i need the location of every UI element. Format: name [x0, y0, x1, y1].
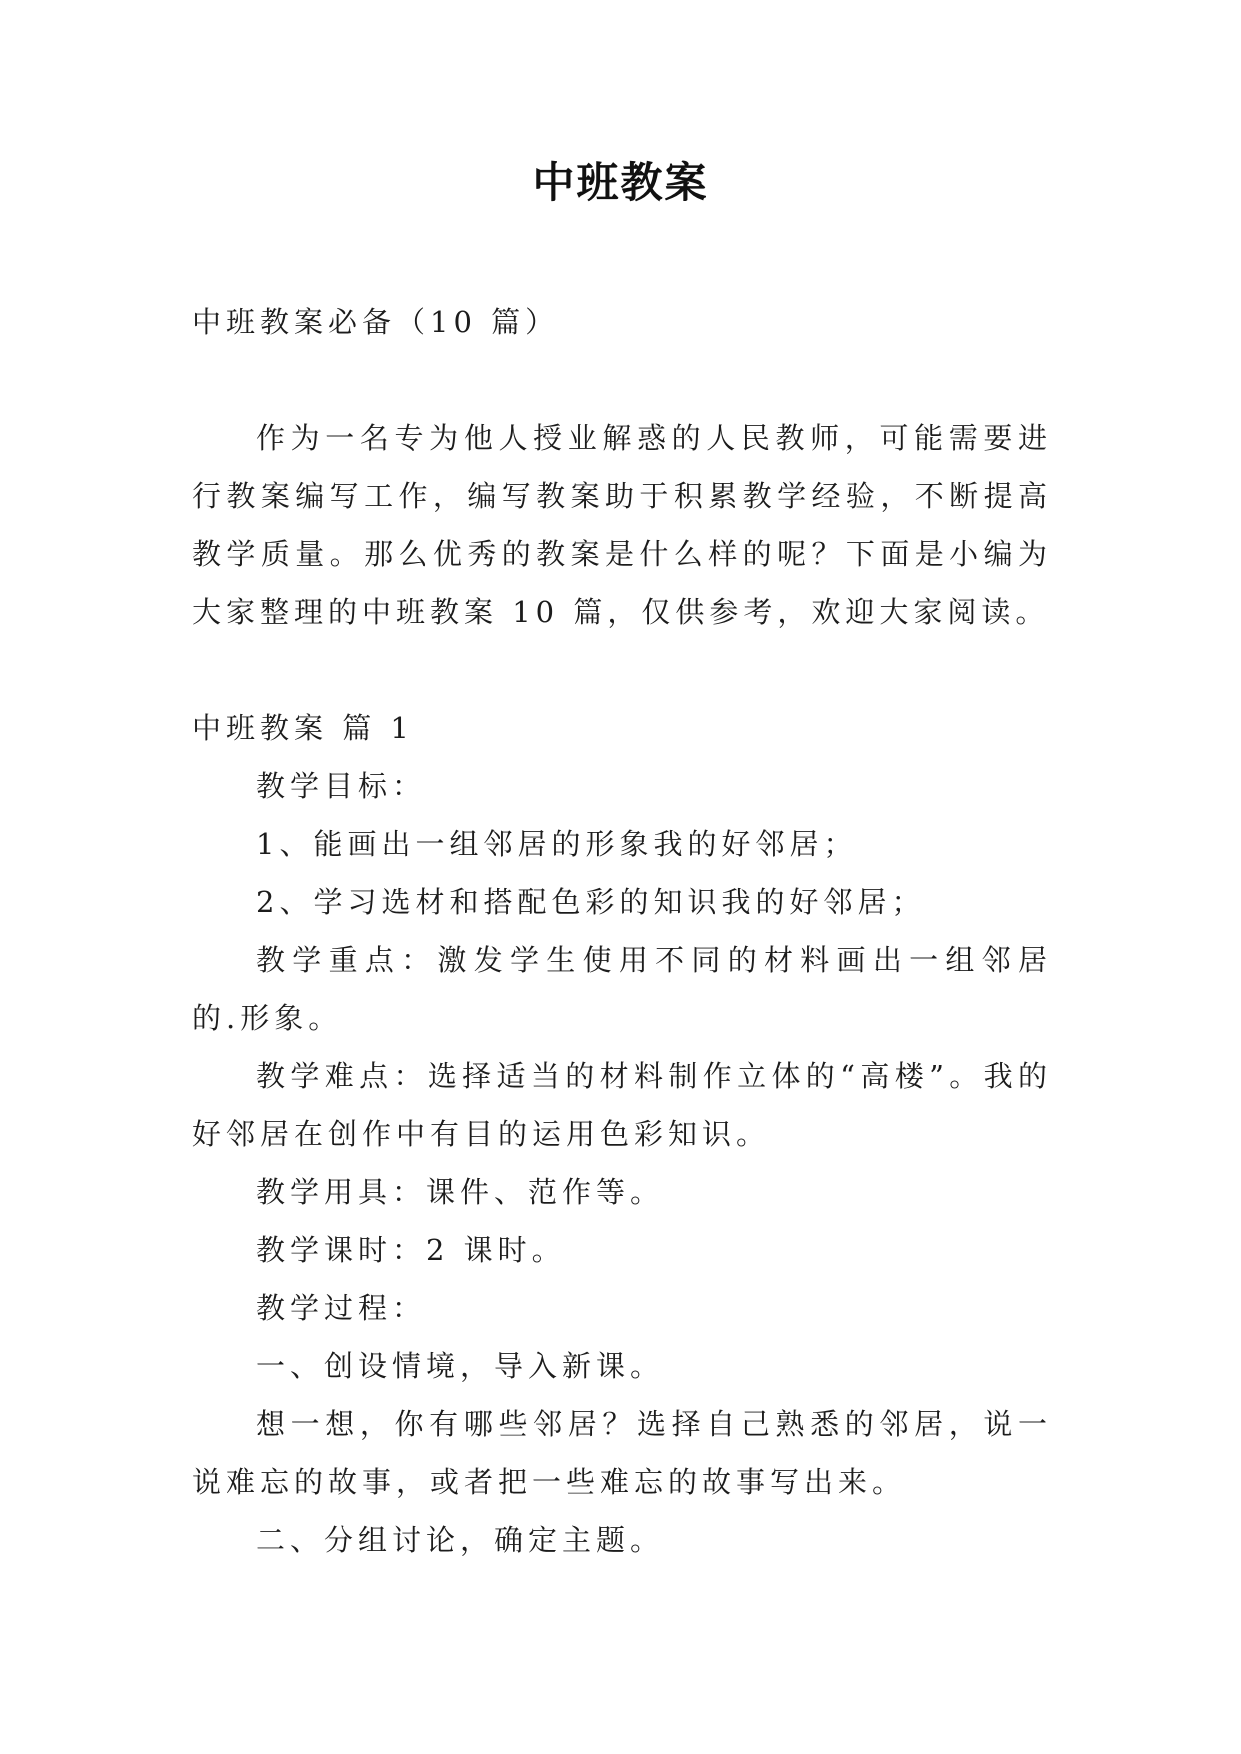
- paragraph-key-points: 教学重点：激发学生使用不同的材料画出一组邻居的.形象。: [192, 943, 1052, 1035]
- paragraph-teaching-tools: 教学用具：课件、范作等。: [256, 1175, 665, 1209]
- paragraph-difficulties: 教学难点：选择适当的材料制作立体的“高楼”。我的好邻居在创作中有目的运用色彩知识。: [192, 1059, 1052, 1151]
- paragraph-goal-2: 2、学习选材和搭配色彩的知识我的好邻居；: [256, 885, 926, 919]
- document-body: [192, 293, 1052, 1569]
- document-subtitle: 中班教案必备（10 篇）: [192, 305, 560, 339]
- paragraph-step-2: 二、分组讨论，确定主题。: [256, 1523, 665, 1557]
- paragraph-step-1: 一、创设情境，导入新课。: [256, 1349, 665, 1383]
- paragraph-teaching-goals: 教学目标：: [256, 769, 427, 803]
- paragraph-process: 教学过程：: [256, 1291, 427, 1325]
- paragraph-class-hours: 教学课时：2 课时。: [256, 1233, 566, 1267]
- paragraph-think: 想一想，你有哪些邻居？选择自己熟悉的邻居，说一说难忘的故事，或者把一些难忘的故事写出来。: [192, 1407, 1052, 1499]
- section-heading: 中班教案 篇 1: [192, 711, 414, 745]
- intro-paragraph: 作为一名专为他人授业解惑的人民教师，可能需要进行教案编写工作，编写教案助于积累教学经验，不断提高教学质量。那么优秀的教案是什么样的呢？下面是小编为大家整理的中班教案 10 篇，仅供参考，欢迎大家阅读。: [192, 421, 1052, 629]
- paragraph-goal-1: 1、能画出一组邻居的形象我的好邻居；: [256, 827, 858, 861]
- document-title: 中班教案: [532, 158, 709, 207]
